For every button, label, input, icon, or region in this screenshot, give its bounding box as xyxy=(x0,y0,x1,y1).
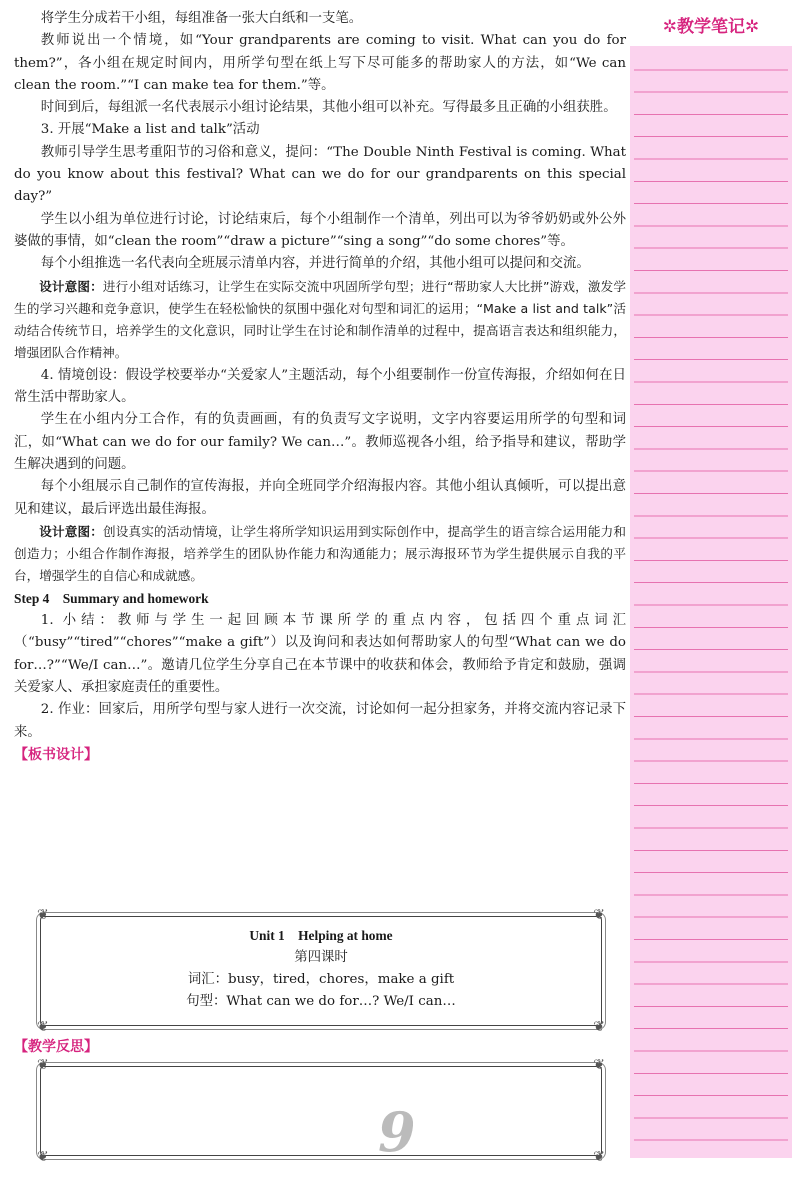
design-intent-text: 创设真实的活动情境，让学生将所学知识运用到实际创作中，提高学生的语言综合运用能力和创造力；小组合作制作海报，培养学生的团队协作能力和沟通能力；展示海报环节为学生提供展示自我的平台，增强学生的自信心和成就感。 xyxy=(14,523,627,584)
paragraph: 2. 作业：回家后，用所学句型与家人进行一次交流，讨论如何一起分担家务，并将交流内容记录下来。 xyxy=(14,702,626,740)
paragraph: 教师说出一个情境，如“Your grandparents are coming to visit. What can you do for them?”，各小组在规定时间内，用所学句型在纸上写下尽可能多的帮助家人的方法，如“We can clean the room.”“I can make tea for them.”等。 xyxy=(14,33,626,93)
paragraph: 每个小组展示自己制作的宣传海报，并向全班同学介绍海报内容。其他小组认真倾听，可以提出意见和建议，最后评选出最佳海报。 xyxy=(14,479,626,517)
board-content xyxy=(41,925,601,1013)
paragraph: 时间到后，每组派一名代表展示小组讨论结果，其他小组可以补充。写得最多且正确的小组获胜。 xyxy=(40,100,617,116)
design-intent-text: 进行小组对话练习，让学生在实际交流中巩固所学句型；进行“帮助家人大比拼”游戏，激发学生的学习兴趣和竞争意识，使学生在轻松愉快的氛围中强化对句型和词汇的运用；“Make a list and talk”活动结合传统节日，培养学生的文化意识，同时让学生在讨论和制作清单的过程中，提高语言表达和组织能力，增强团队合作精神。 xyxy=(14,278,626,361)
ornament-icon: ❦ xyxy=(37,1149,49,1165)
activity-heading: 3. 开展“Make a list and talk”活动 xyxy=(40,122,260,138)
notes-sidebar xyxy=(630,8,792,1158)
paragraph: 每个小组推选一名代表向全班展示清单内容，并进行简单的介绍，其他小组可以提问和交流。 xyxy=(40,256,590,272)
ornament-icon: ❦ xyxy=(37,907,49,923)
main-column xyxy=(14,8,626,766)
section-title-board: 【板书设计】 xyxy=(14,746,98,763)
board-lesson: 第四课时 xyxy=(294,950,348,965)
reflection-frame xyxy=(37,1057,605,1165)
ornament-icon: ❦ xyxy=(37,1019,49,1035)
design-intent-label: 设计意图： xyxy=(39,278,103,294)
ornament-icon: ❦ xyxy=(593,1149,605,1165)
page-number: 9 xyxy=(378,1100,416,1164)
ornament-icon: ❦ xyxy=(37,1057,49,1073)
ornament-icon: ❦ xyxy=(593,1019,605,1035)
design-intent xyxy=(14,276,626,365)
paragraph: 1. 小结：教师与学生一起回顾本节课所学的重点内容，包括四个重点词汇（“busy”“tired”“chores”“make a gift”）以及询问和表达如何帮助家人的句型“What can we do for…?”“We/I can…”。邀请几位学生分享自己在本节课中的收获和体会，教师给予肯定和鼓励，强调关爱家人、承担家庭责任的重要性。 xyxy=(14,613,626,695)
ornament-icon: ❦ xyxy=(593,907,605,923)
paragraph: 4. 情境创设：假设学校要举办“关爱家人”主题活动，每个小组要制作一份宣传海报，介绍如何在日常生活中帮助家人。 xyxy=(14,367,626,406)
paragraph: 教师引导学生思考重阳节的习俗和意义，提问：“The Double Ninth Festival is coming. What do you know about this festival? What can we do for our grandparents on this special day?” xyxy=(14,144,626,205)
paragraph: 将学生分成若干小组，每组准备一张大白纸和一支笔。 xyxy=(40,11,363,26)
board-vocab: 词汇：busy，tired，chores，make a gift xyxy=(187,972,455,987)
ornament-icon: ❦ xyxy=(593,1057,605,1073)
paragraph: 学生以小组为单位进行讨论，讨论结束后，每个小组制作一个清单，列出可以为爷爷奶奶或外公外婆做的事情，如“clean the room”“draw a picture”“sing a song”“do some chores”等。 xyxy=(14,211,626,249)
board-design-frame xyxy=(37,907,605,1035)
note-lines xyxy=(634,48,788,1158)
design-intent xyxy=(14,521,626,588)
sidebar-title: ✲教学笔记✲ xyxy=(630,8,792,46)
paragraph: 学生在小组内分工合作，有的负责画画，有的负责写文字说明，文字内容要运用所学的句型和词汇，如“What can we do for our family? We can…”。教师巡视各小组，给予指导和建议，帮助学生解决遇到的问题。 xyxy=(14,412,626,472)
board-pattern: 句型：What can we do for…? We/I can… xyxy=(186,994,456,1009)
board-unit: Unit 1 Helping at home xyxy=(249,928,393,943)
design-intent-label: 设计意图： xyxy=(39,523,103,539)
section-title-reflection: 【教学反思】 xyxy=(14,1039,98,1055)
step-heading: Step 4 Summary and homework xyxy=(14,590,209,606)
